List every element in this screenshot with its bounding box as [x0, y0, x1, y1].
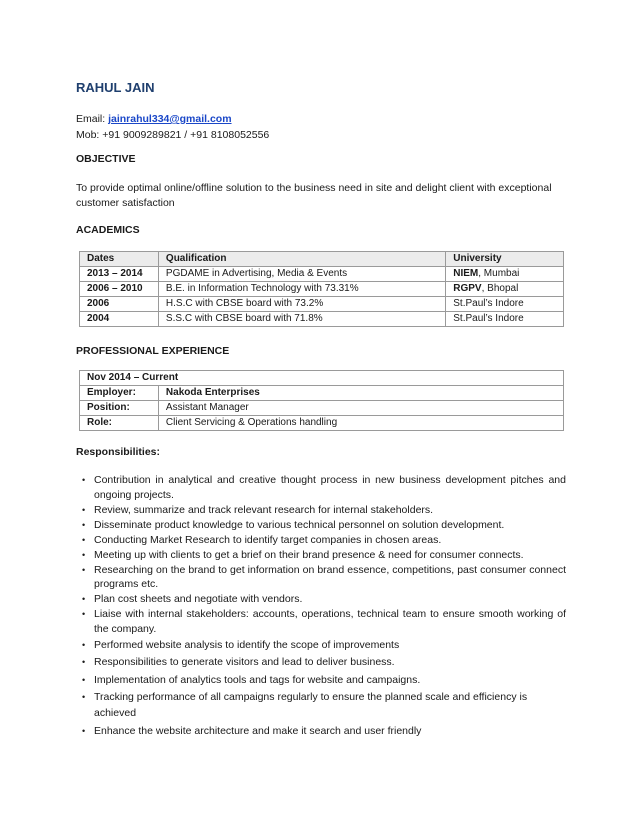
table-row [80, 267, 564, 282]
qualification-cell: PGDAME in Advertising, Media & Events [158, 267, 445, 282]
academics-heading: ACADEMICS [76, 224, 140, 236]
university-cell [446, 282, 564, 297]
employer-value: Nakoda Enterprises [158, 386, 563, 401]
list-item-text: Performed website analysis to identify the scope of improvements [94, 638, 400, 651]
university-cell [446, 267, 564, 282]
experience-table [79, 370, 564, 431]
university-name: RGPV [453, 283, 482, 294]
bullet-icon: • [82, 692, 86, 702]
bullet-icon: • [82, 564, 86, 575]
academics-header-row [80, 252, 564, 267]
list-item [76, 548, 566, 563]
table-row [80, 386, 564, 401]
list-item-text: Implementation of analytics tools and tags for website and campaigns. [94, 673, 421, 686]
contact-block [76, 111, 269, 143]
email-label: Email: [76, 113, 109, 125]
column-header: Dates [80, 252, 159, 267]
bullet-icon: • [82, 504, 86, 515]
column-header: Qualification [158, 252, 445, 267]
list-item-text: Researching on the brand to get information on brand essence, competitions, past consumer connect programs etc. [94, 563, 566, 590]
list-item [76, 503, 566, 518]
list-item-text: Responsibilities to generate visitors and lead to deliver business. [94, 656, 395, 668]
list-item-text: Liaise with internal stakeholders: accounts, operations, technical team to ensure smooth working of the company. [94, 608, 566, 635]
table-row [80, 416, 564, 431]
list-item [76, 607, 566, 636]
list-item-text: Review, summarize and track relevant research for internal stakeholders. [94, 503, 434, 516]
academics-table [79, 251, 564, 327]
list-item [76, 533, 566, 548]
responsibilities-list [76, 473, 566, 740]
dates-cell: 2006 – 2010 [80, 282, 159, 297]
column-header: University [446, 252, 564, 267]
experience-heading: PROFESSIONAL EXPERIENCE [76, 345, 230, 357]
table-row [80, 312, 564, 327]
list-item [76, 637, 566, 653]
list-item [76, 723, 566, 739]
bullet-icon: • [82, 594, 86, 604]
bullet-icon: • [82, 534, 86, 545]
experience-period: Nov 2014 – Current [80, 371, 564, 386]
qualification-cell: H.S.C with CBSE board with 73.2% [158, 297, 445, 312]
bullet-icon: • [82, 475, 86, 485]
dates-cell: 2013 – 2014 [80, 267, 159, 282]
objective-heading: OBJECTIVE [76, 153, 136, 165]
responsibilities-heading: Responsibilities: [76, 446, 161, 458]
university-name: NIEM [453, 268, 479, 279]
experience-period-row [80, 371, 564, 386]
objective-text: To provide optimal online/offline solution to the business need in site and delight client with exceptional customer satisfaction [76, 182, 552, 209]
list-item-text: Disseminate product knowledge to various technical personnel on solution development. [94, 518, 505, 531]
bullet-icon: • [82, 657, 86, 667]
qualification-cell: S.S.C with CBSE board with 71.8% [158, 312, 445, 327]
table-row [80, 401, 564, 416]
list-item-text: Tracking performance of all campaigns regularly to ensure the planned scale and efficiency is achieved [94, 691, 528, 719]
field-label: Employer: [80, 386, 159, 401]
email-link[interactable]: jainrahul334@gmail.com [108, 113, 232, 125]
bullet-icon: • [82, 609, 86, 619]
bullet-icon: • [82, 549, 86, 560]
list-item [76, 672, 566, 688]
field-label: Position: [80, 401, 159, 416]
list-item [76, 563, 566, 592]
bullet-icon: • [82, 639, 86, 650]
list-item-text: Meeting up with clients to get a brief on their brand presence & need for consumer connects. [94, 548, 524, 561]
field-label: Role: [80, 416, 159, 431]
list-item [76, 654, 566, 670]
bullet-icon: • [82, 674, 86, 685]
bullet-icon: • [82, 725, 86, 736]
dates-cell: 2006 [80, 297, 159, 312]
list-item [76, 689, 566, 721]
dates-cell: 2004 [80, 312, 159, 327]
role-value: Client Servicing & Operations handling [158, 416, 563, 431]
table-row [80, 297, 564, 312]
university-city: St.Paul’s Indore [453, 313, 524, 324]
position-value: Assistant Manager [158, 401, 563, 416]
university-city: St.Paul’s Indore [453, 298, 524, 309]
university-city: , Mumbai [478, 268, 520, 279]
mobile-line: Mob: +91 9009289821 / +91 8108052556 [76, 129, 270, 141]
list-item-text: Conducting Market Research to identify target companies in chosen areas. [94, 533, 442, 546]
list-item [76, 518, 566, 533]
list-item-text: Contribution in analytical and creative thought process in new business development pitches and ongoing projects. [94, 474, 566, 501]
list-item-text: Plan cost sheets and negotiate with vendors. [94, 593, 303, 605]
university-cell [446, 312, 564, 327]
bullet-icon: • [82, 519, 86, 530]
list-item [76, 473, 566, 502]
list-item-text: Enhance the website architecture and make it search and user friendly [94, 724, 422, 737]
university-city: , Bhopal [481, 283, 519, 294]
email-line [76, 111, 269, 127]
list-item [76, 592, 566, 607]
table-row [80, 282, 564, 297]
qualification-cell: B.E. in Information Technology with 73.31% [158, 282, 445, 297]
university-cell [446, 297, 564, 312]
candidate-name: RAHUL JAIN [76, 80, 155, 95]
